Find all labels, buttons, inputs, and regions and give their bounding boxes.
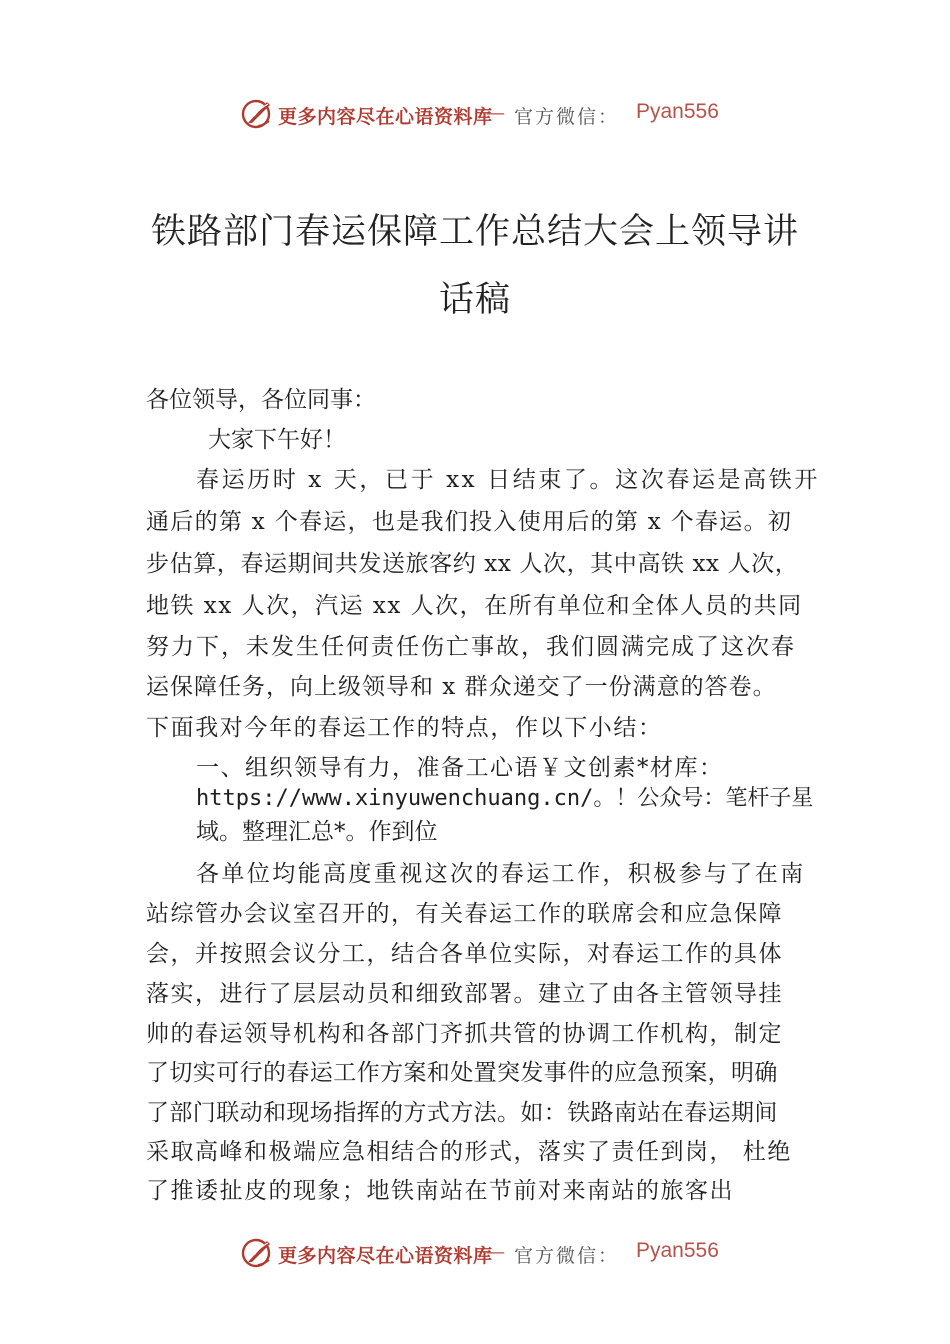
text-line: 了部门联动和现场指挥的方式方法。如：铁路南站在春运期间 bbox=[146, 1100, 778, 1126]
text-line: 运保障任务，向上级领导和 x 群众递交了一份满意的答卷。 bbox=[146, 674, 777, 700]
watermark-brand: 更多内容尽在心语资料库 bbox=[278, 106, 493, 128]
watermark-brand: 更多内容尽在心语资料库 bbox=[278, 1245, 493, 1267]
section-heading-line: 一、组织领导有力，准备工心语￥文创素*材库： bbox=[196, 755, 724, 781]
text-line: 了切实可行的春运工作方案和处置突发事件的应急预案，明确 bbox=[146, 1060, 778, 1086]
watermark-label: 官方微信： bbox=[514, 1245, 620, 1267]
text-line: 了推诿扯皮的现象；地铁南站在节前对来南站的旅客出 bbox=[146, 1178, 734, 1204]
text-line: 站综管办会议室召开的，有关春运工作的联席会和应急保障 bbox=[146, 901, 783, 927]
text-line: 地铁 xx 人次，汽运 xx 人次，在所有单位和全体人员的共同 bbox=[146, 593, 803, 619]
text-line: 下面我对今年的春运工作的特点，作以下小结： bbox=[146, 715, 663, 741]
text-line: 春运历时 x 天，已于 xx 日结束了。这次春运是高铁开 bbox=[196, 467, 820, 493]
text-line: 采取高峰和极端应急相结合的形式，落实了责任到岗， 杜绝 bbox=[146, 1139, 792, 1165]
text-line: 各单位均能高度重视这次的春运工作，积极参与了在南 bbox=[196, 861, 806, 887]
text-line: 域。整理汇总*。作到位 bbox=[196, 819, 438, 845]
text-line: 会，并按照会议分工，结合各单位实际，对春运工作的具体 bbox=[146, 941, 783, 967]
watermark-wechat-id: Pyan556 bbox=[636, 1239, 719, 1262]
text-line: 帅的春运领导机构和各部门齐抓共管的协调工作机构，制定 bbox=[146, 1021, 783, 1047]
watermark-separator: — bbox=[486, 102, 505, 124]
header-watermark bbox=[0, 94, 950, 134]
quill-logo-icon bbox=[240, 1235, 274, 1269]
text-line: 大家下午好！ bbox=[208, 427, 346, 453]
text-line: 通后的第 x 个春运，也是我们投入使用后的第 x 个春运。初 bbox=[146, 509, 793, 535]
watermark-separator: — bbox=[486, 1241, 505, 1263]
text-line: 落实，进行了层层动员和细致部署。建立了由各主管领导挂 bbox=[146, 981, 783, 1007]
url-line: https://www.xinyuwenchuang.cn/。！公众号：笔杆子星 bbox=[196, 786, 814, 811]
document-title-line-2: 话稿 bbox=[438, 280, 511, 320]
document-title-line-1: 铁路部门春运保障工作总结大会上领导讲 bbox=[150, 212, 799, 252]
watermark-label: 官方微信： bbox=[514, 106, 620, 128]
text-line: 步估算，春运期间共发送旅客约 xx 人次，其中高铁 xx 人次， bbox=[146, 551, 799, 577]
watermark-wechat-id: Pyan556 bbox=[636, 100, 719, 123]
footer-watermark bbox=[0, 1233, 950, 1273]
quill-logo-icon bbox=[240, 96, 274, 130]
text-line: 各位领导，各位同事： bbox=[146, 387, 376, 413]
text-line: 努力下，未发生任何责任伤亡事故，我们圆满完成了这次春 bbox=[146, 634, 796, 660]
